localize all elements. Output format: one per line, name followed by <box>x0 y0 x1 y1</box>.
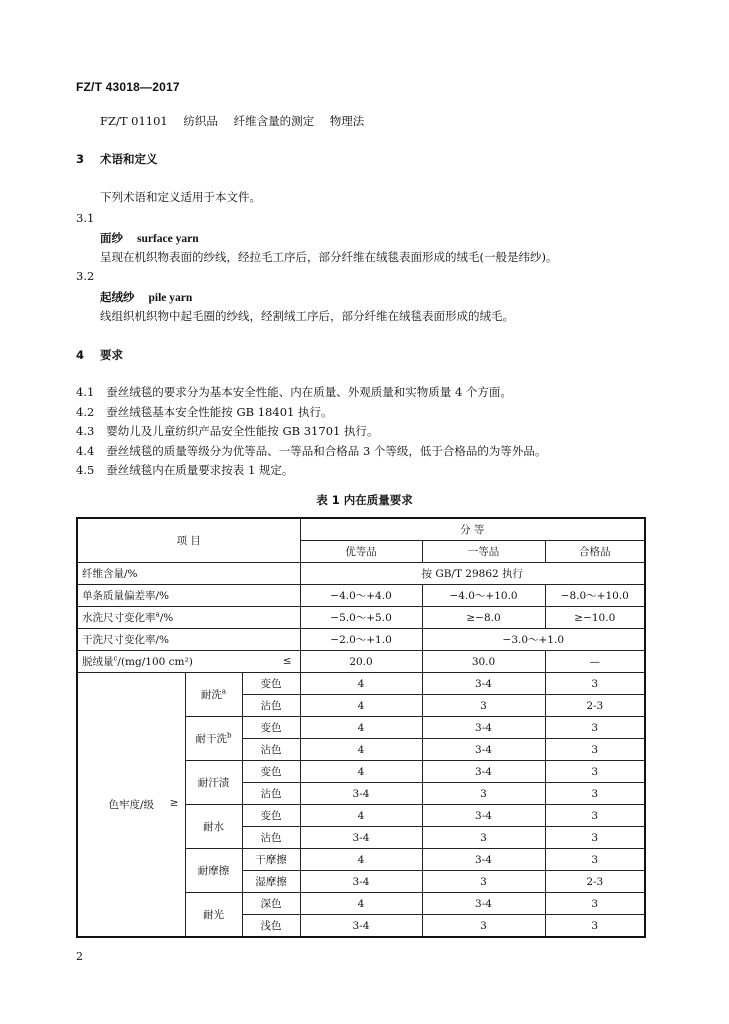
fastness-group: 耐光 <box>185 893 242 938</box>
cell-value: — <box>545 651 645 673</box>
label-unit: /(mg/100 cm²) <box>117 656 193 668</box>
cell-value: 2-3 <box>545 871 645 893</box>
footnote-mark: a <box>221 687 227 696</box>
clause-number: 4.3 <box>76 424 95 438</box>
clause-4-2 <box>76 404 332 420</box>
fastness-sub: 沾色 <box>242 739 300 761</box>
cell-value: 4 <box>300 761 422 783</box>
cell-value: −4.0～+4.0 <box>300 585 422 607</box>
table-row <box>77 585 645 607</box>
fastness-group <box>185 717 242 761</box>
cell-value: 3 <box>545 805 645 827</box>
cell-value: 3 <box>545 849 645 871</box>
row-value: 按 GB/T 29862 执行 <box>300 563 645 585</box>
cell-value: 3-4 <box>422 673 545 695</box>
section-number: 4 <box>76 348 85 362</box>
cell-value: ≥−10.0 <box>545 607 645 629</box>
fastness-sub: 深色 <box>242 893 300 915</box>
cell-value: 3 <box>545 761 645 783</box>
fastness-sub: 变色 <box>242 761 300 783</box>
reference-title-1: 纺织品 <box>183 114 218 128</box>
clause-number: 4.2 <box>76 405 95 419</box>
cell-value: 3-4 <box>422 805 545 827</box>
fastness-sub: 浅色 <box>242 915 300 938</box>
term-2-number: 3.2 <box>76 269 95 283</box>
cell-value: 3 <box>545 893 645 915</box>
fastness-sub: 变色 <box>242 805 300 827</box>
section-title: 要求 <box>100 348 124 362</box>
cell-value: 4 <box>300 849 422 871</box>
ge-symbol: ≥ <box>169 796 179 809</box>
header-item: 项 目 <box>77 518 300 563</box>
cell-value: 3-4 <box>422 893 545 915</box>
group-name: 耐干洗 <box>195 733 227 745</box>
cell-value: −3.0～+1.0 <box>422 629 645 651</box>
fastness-group: 耐摩擦 <box>185 849 242 893</box>
section-3-intro: 下列术语和定义适用于本文件。 <box>100 190 261 204</box>
term-en: surface yarn <box>137 233 199 245</box>
footnote-mark: c <box>113 654 118 663</box>
le-symbol: ≤ <box>282 655 292 667</box>
cell-value: 3 <box>422 827 545 849</box>
fastness-sub: 沾色 <box>242 827 300 849</box>
cell-value: 3 <box>422 915 545 938</box>
fastness-group <box>185 673 242 717</box>
fastness-sub: 沾色 <box>242 695 300 717</box>
color-fastness-label <box>77 673 185 938</box>
clause-4-1 <box>76 384 512 400</box>
clause-4-5 <box>76 462 293 478</box>
clause-text: 蚕丝绒毯的要求分为基本安全性能、内在质量、外观质量和实物质量 4 个方面。 <box>106 385 512 399</box>
term-zh: 起绒纱 <box>100 290 135 304</box>
clause-4-4 <box>76 443 546 459</box>
fastness-sub: 变色 <box>242 717 300 739</box>
reference-title-3: 物理法 <box>329 114 365 128</box>
cell-value: 3 <box>422 871 545 893</box>
cell-value: 3 <box>422 695 545 717</box>
cell-value: 3 <box>545 827 645 849</box>
cell-value: 3-4 <box>422 717 545 739</box>
term-2-heading <box>100 289 192 305</box>
fastness-group: 耐水 <box>185 805 242 849</box>
fastness-sub: 变色 <box>242 673 300 695</box>
header-grade: 分 等 <box>300 518 645 541</box>
table-row <box>77 651 645 673</box>
cell-value: 3 <box>545 783 645 805</box>
clause-number: 4.1 <box>76 385 95 399</box>
reference-code: FZ/T 01101 <box>100 114 168 128</box>
term-1-number: 3.1 <box>76 211 95 225</box>
clause-text: 婴幼儿及儿童纺织产品安全性能按 GB 31701 执行。 <box>106 424 379 438</box>
section-4-heading <box>76 347 123 363</box>
cell-value: 3 <box>545 739 645 761</box>
cell-value: 3-4 <box>300 915 422 938</box>
term-zh: 面纱 <box>100 231 123 245</box>
page-number: 2 <box>76 950 83 963</box>
table-row <box>77 563 645 585</box>
section-number: 3 <box>76 152 85 166</box>
term-2-definition: 线组织机织物中起毛圈的纱线，经割绒工序后，部分纤维在绒毯表面形成的绒毛。 <box>100 309 514 323</box>
quality-requirements-table <box>76 517 646 938</box>
header-grade-2: 一等品 <box>422 541 545 563</box>
label-text: 水洗尺寸变化率 <box>82 612 156 624</box>
term-1-definition: 呈现在机织物表面的纱线，经拉毛工序后，部分纤维在绒毯表面形成的绒毛(一般是纬纱)。 <box>100 250 558 264</box>
term-en: pile yarn <box>148 292 193 304</box>
cell-value: −2.0～+1.0 <box>300 629 422 651</box>
clause-number: 4.5 <box>76 463 95 477</box>
cell-value: 3 <box>545 915 645 938</box>
cell-value: 20.0 <box>300 651 422 673</box>
table-row <box>77 607 645 629</box>
clause-text: 蚕丝绒毯的质量等级分为优等品、一等品和合格品 3 个等级，低于合格品的为等外品。 <box>106 444 547 458</box>
header-grade-3: 合格品 <box>545 541 645 563</box>
fastness-sub: 干摩擦 <box>242 849 300 871</box>
cell-value: 4 <box>300 695 422 717</box>
cell-value: 30.0 <box>422 651 545 673</box>
clause-text: 蚕丝绒毯内在质量要求按表 1 规定。 <box>106 463 294 477</box>
label-unit: /% <box>159 612 174 624</box>
cell-value: 2-3 <box>545 695 645 717</box>
table-row <box>77 673 645 695</box>
table-header-row <box>77 518 645 541</box>
row-label: 单条质量偏差率/% <box>77 585 300 607</box>
row-label <box>77 651 300 673</box>
cell-value: 3-4 <box>422 739 545 761</box>
term-1-heading <box>100 230 199 246</box>
document-code: FZ/T 43018—2017 <box>76 80 180 94</box>
table-row <box>77 629 645 651</box>
cell-value: 4 <box>300 673 422 695</box>
row-label <box>77 607 300 629</box>
footnote-mark: a <box>155 610 160 619</box>
reference-title-2: 纤维含量的测定 <box>233 114 315 128</box>
cell-value: 3 <box>545 717 645 739</box>
label-text: 脱绒量 <box>82 656 114 668</box>
header-grade-1: 优等品 <box>300 541 422 563</box>
section-3-heading <box>76 151 158 167</box>
cell-value: 4 <box>300 893 422 915</box>
table-title: 表 1 内在质量要求 <box>316 493 413 507</box>
cell-value: 3-4 <box>300 871 422 893</box>
fastness-group: 耐汗渍 <box>185 761 242 805</box>
section-title: 术语和定义 <box>100 152 158 166</box>
cell-value: −4.0～+10.0 <box>422 585 545 607</box>
cell-value: 4 <box>300 739 422 761</box>
normative-reference <box>100 113 376 129</box>
cell-value: 3-4 <box>422 761 545 783</box>
row-label: 纤维含量/% <box>77 563 300 585</box>
group-name: 耐洗 <box>200 689 222 701</box>
cell-value: −8.0～+10.0 <box>545 585 645 607</box>
clause-4-3 <box>76 423 378 439</box>
cell-value: 3-4 <box>300 827 422 849</box>
fastness-sub: 湿摩擦 <box>242 871 300 893</box>
cell-value: 3-4 <box>300 783 422 805</box>
cell-value: −5.0～+5.0 <box>300 607 422 629</box>
clause-text: 蚕丝绒毯基本安全性能按 GB 18401 执行。 <box>106 405 333 419</box>
clause-number: 4.4 <box>76 444 95 458</box>
cell-value: 3-4 <box>422 849 545 871</box>
row-label: 干洗尺寸变化率/% <box>77 629 300 651</box>
fastness-sub: 沾色 <box>242 783 300 805</box>
cell-value: ≥−8.0 <box>422 607 545 629</box>
cell-value: 3 <box>422 783 545 805</box>
cell-value: 4 <box>300 717 422 739</box>
cell-value: 3 <box>545 673 645 695</box>
cell-value: 4 <box>300 805 422 827</box>
footnote-mark: b <box>227 731 232 740</box>
label-text: 色牢度/级 <box>108 799 155 811</box>
